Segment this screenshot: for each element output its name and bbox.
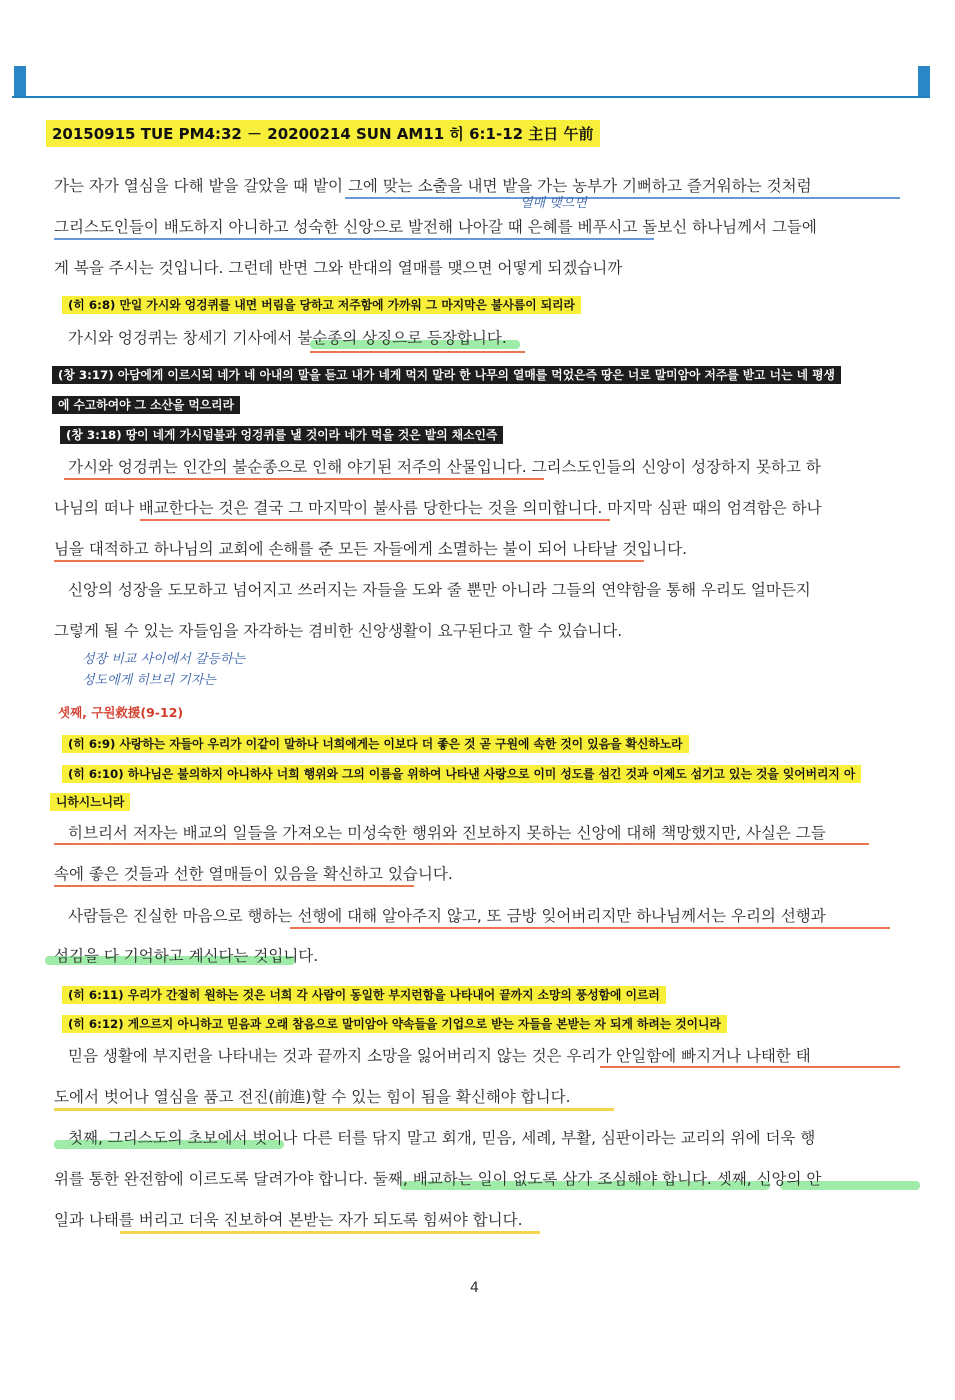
pen-underline (64, 478, 544, 480)
pen-underline (54, 843, 869, 845)
pen-underline (290, 927, 890, 929)
paragraph-line: 게 복을 주시는 것입니다. 그런데 반면 그와 반대의 열매를 맺으면 어떻게 되겠습니까 (54, 259, 623, 277)
scripture-verse: (창 3:18) 땅이 네게 가시덤불과 엉겅퀴를 낼 것이라 네가 먹을 것은 밭의 채소인즉 (60, 426, 503, 444)
verse-row (62, 294, 581, 315)
scripture-verse: (히 6:12) 게으르지 아니하고 믿음과 오래 참음으로 말미암아 약속들을 기업으로 받는 자들을 본받는 자 되게 하려는 것이니라 (62, 1015, 727, 1033)
pen-underline (345, 197, 900, 199)
paragraph-line: 가시와 엉겅퀴는 창세기 기사에서 불순종의 상징으로 등장합니다. (68, 329, 507, 347)
page-number: 4 (470, 1280, 479, 1296)
paragraph-line: 님을 대적하고 하나님의 교회에 손해를 준 모든 자들에게 소멸하는 불이 되어 나타날 것입니다. (54, 540, 688, 558)
header-right-marker (918, 66, 930, 98)
verse-row (62, 1013, 727, 1034)
scripture-verse: (히 6:8) 만일 가시와 엉겅퀴를 내면 버림을 당하고 저주함에 가까워 그 마지막은 불사름이 되리라 (62, 296, 581, 314)
scripture-verse: (히 6:11) 우리가 간절히 원하는 것은 너희 각 사람이 동일한 부지런함을 나타내어 끝까지 소망의 풍성함에 이르러 (62, 986, 666, 1004)
pen-underline (54, 885, 414, 887)
verse-row (52, 364, 841, 385)
paragraph-line: 속에 좋은 것들과 선한 열매들이 있음을 확신하고 있습니다. (54, 865, 453, 883)
paragraph-line: 나님의 떠나 배교한다는 것은 결국 그 마지막이 불사름 당한다는 것을 의미합니다. 마지막 심판 때의 엄격함은 하나 (54, 499, 822, 517)
verse-row (62, 763, 861, 784)
handwritten-note: 성도에게 히브리 기자는 (82, 673, 216, 688)
header-left-marker (14, 66, 26, 98)
verse-row (62, 984, 666, 1005)
scripture-verse: 에 수고하여야 그 소산을 먹으리라 (52, 396, 240, 414)
paragraph-line: 위를 통한 완전함에 이르도록 달려가야 합니다. 둘째, 배교하는 일이 없도록 삼가 조심해야 합니다. 셋째, 신앙의 안 (54, 1170, 822, 1188)
handwritten-note: 성장 비교 사이에서 갈등하는 (82, 652, 246, 667)
paragraph-line: 그렇게 될 수 있는 자들임을 자각하는 겸비한 신앙생활이 요구된다고 할 수 있습니다. (54, 622, 623, 640)
scripture-verse: (히 6:9) 사랑하는 자들아 우리가 이같이 말하나 너희에게는 이보다 더 좋은 것 곧 구원에 속한 것이 있음을 확신하노라 (62, 735, 689, 753)
pen-underline (54, 1108, 614, 1111)
paragraph-line: 일과 나태를 버리고 더욱 진보하여 본받는 자가 되도록 힘써야 합니다. (54, 1211, 523, 1229)
pen-underline (54, 238, 654, 240)
paragraph-line: 첫째, 그리스도의 초보에서 벗어나 다른 터를 닦지 말고 회개, 믿음, 세례, 부활, 심판이라는 교리의 위에 더욱 행 (68, 1129, 816, 1147)
section-heading: 셋째, 구원救援(9-12) (58, 705, 184, 720)
verse-row (60, 424, 503, 445)
paragraph-line: 히브리서 저자는 배교의 일들을 가져오는 미성숙한 행위와 진보하지 못하는 신앙에 대해 책망했지만, 사실은 그들 (68, 824, 826, 842)
page-title: 20150915 TUE PM4:32 － 20200214 SUN AM11 히 6:1-12 主日 午前 (46, 120, 600, 147)
paragraph-line: 사람들은 진실한 마음으로 행하는 선행에 대해 알아주지 않고, 또 금방 잊어버리지만 하나님께서는 우리의 선행과 (68, 907, 826, 925)
paragraph-line: 신앙의 성장을 도모하고 넘어지고 쓰러지는 자들을 도와 줄 뿐만 아니라 그들의 연약함을 통해 우리도 얼마든지 (68, 581, 811, 599)
pen-underline (120, 1231, 540, 1234)
verse-row (52, 394, 240, 415)
handwritten-note: 열매 맺으면 (520, 196, 587, 211)
scripture-verse: 니하시느니라 (50, 793, 130, 811)
pen-underline (140, 519, 610, 521)
paragraph-line: 섬김을 다 기억하고 계신다는 것입니다. (54, 947, 319, 965)
pen-underline (600, 1066, 900, 1068)
scripture-verse: (히 6:10) 하나님은 불의하지 아니하사 너희 행위와 그의 이름을 위하여 나타낸 사랑으로 이미 성도를 섬긴 것과 이제도 섬기고 있는 것을 잊어버리지 아 (62, 765, 861, 783)
verse-row (50, 791, 130, 812)
paragraph-line: 도에서 벗어나 열심을 품고 전진(前進)할 수 있는 힘이 됨을 확신해야 합니다. (54, 1088, 571, 1106)
paragraph-line: 가는 자가 열심을 다해 밭을 갈았을 때 밭이 그에 맞는 소출을 내면 밭을 가는 농부가 기뻐하고 즐거워하는 것처럼 (54, 177, 812, 195)
scripture-verse: (창 3:17) 아담에게 이르시되 네가 네 아내의 말을 듣고 내가 네게 먹지 말라 한 나무의 열매를 먹었은즉 땅은 너로 말미암아 저주를 받고 너는 네 평생 (52, 366, 841, 384)
pen-underline (54, 560, 644, 562)
paragraph-line: 가시와 엉겅퀴는 인간의 불순종으로 인해 야기된 저주의 산물입니다. 그리스도인들의 신앙이 성장하지 못하고 하 (68, 458, 821, 476)
verse-row (62, 733, 689, 754)
paragraph-line: 믿음 생활에 부지런을 나타내는 것과 끝까지 소망을 잃어버리지 않는 것은 우리가 안일함에 빠지거나 나태한 태 (68, 1047, 811, 1065)
pen-underline (310, 351, 525, 353)
header-rule (12, 96, 930, 98)
paragraph-line: 그리스도인들이 배도하지 아니하고 성숙한 신앙으로 발전해 나아갈 때 은혜를 베푸시고 돌보신 하나님께서 그들에 (54, 218, 817, 236)
